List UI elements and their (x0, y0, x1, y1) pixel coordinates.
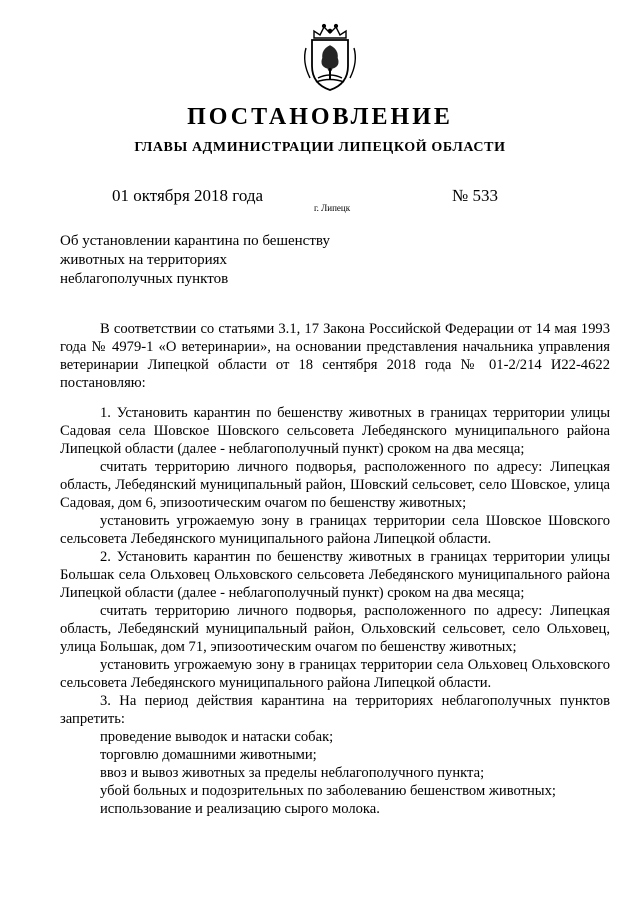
clause-1: 1. Установить карантин по бешенству животных в границах территории улицы Садовая села Шовское Шовского сельсовета Лебедянского муниципального района Липецкой области (далее - неблагополучный пункт) сроком на два месяца; (60, 405, 610, 457)
prohibition-item: проведение выводок и натаски собак; (100, 729, 334, 745)
preamble-paragraph: В соответствии со статьями 3.1, 17 Закона Российской Федерации от 14 мая 1993 года № 4979-1 «О ветеринарии», на основании представления начальника управления ветеринарии Липецкой области от 18 сентября 2018 года № 01-2/214 И22-4622 постановляю: (60, 321, 610, 391)
document-date: 01 октября 2018 года (112, 186, 264, 205)
document-body (60, 320, 610, 818)
prohibition-item: ввоз и вывоз животных за пределы неблагополучного пункта; (100, 765, 485, 781)
clause-2: 2. Установить карантин по бешенству животных в границах территории улицы Большак села Ольховец Ольховского сельсовета Лебедянского муниципального района Липецкой области (далее - неблагополучный пункт) сроком на два месяца; (60, 549, 610, 601)
document-city: г. Липецк (314, 203, 351, 213)
clause-3: 3. На период действия карантина на территориях неблагополучных пунктов запретить: (60, 693, 610, 727)
issuing-authority: ГЛАВЫ АДМИНИСТРАЦИИ ЛИПЕЦКОЙ ОБЛАСТИ (134, 140, 506, 155)
document-title: ПОСТАНОВЛЕНИЕ (187, 104, 453, 130)
document-subject: Об установлении карантина по бешенству животных на территориях неблагополучных пунктов (60, 233, 330, 287)
document-number: № 533 (452, 186, 498, 205)
clause-2-threat-zone: установить угрожаемую зону в границах территории села Ольховец Ольховского сельсовета Лебедянского муниципального района Липецкой области. (60, 657, 610, 691)
prohibition-item: торговлю домашними животными; (100, 747, 317, 763)
coat-of-arms-icon (300, 22, 360, 94)
prohibition-item: использование и реализацию сырого молока. (100, 801, 380, 817)
prohibition-item: убой больных и подозрительных по заболеванию бешенством животных; (100, 783, 556, 799)
clause-2-focus: считать территорию личного подворья, расположенного по адресу: Липецкая область, Лебедянский муниципальный район, Ольховский сельсовет, село Ольховец, улица Большак, дом 71, эпизоотическим очагом по бешенству животных; (60, 603, 610, 655)
clause-1-focus: считать территорию личного подворья, расположенного по адресу: Липецкая область, Лебедянский муниципальный район, Шовский сельсовет, село Шовское, улица Садовая, дом 6, эпизоотическим очагом по бешенству животных; (60, 459, 610, 511)
clause-1-threat-zone: установить угрожаемую зону в границах территории села Шовское Шовского сельсовета Лебедянского муниципального района Липецкой области. (60, 513, 610, 547)
